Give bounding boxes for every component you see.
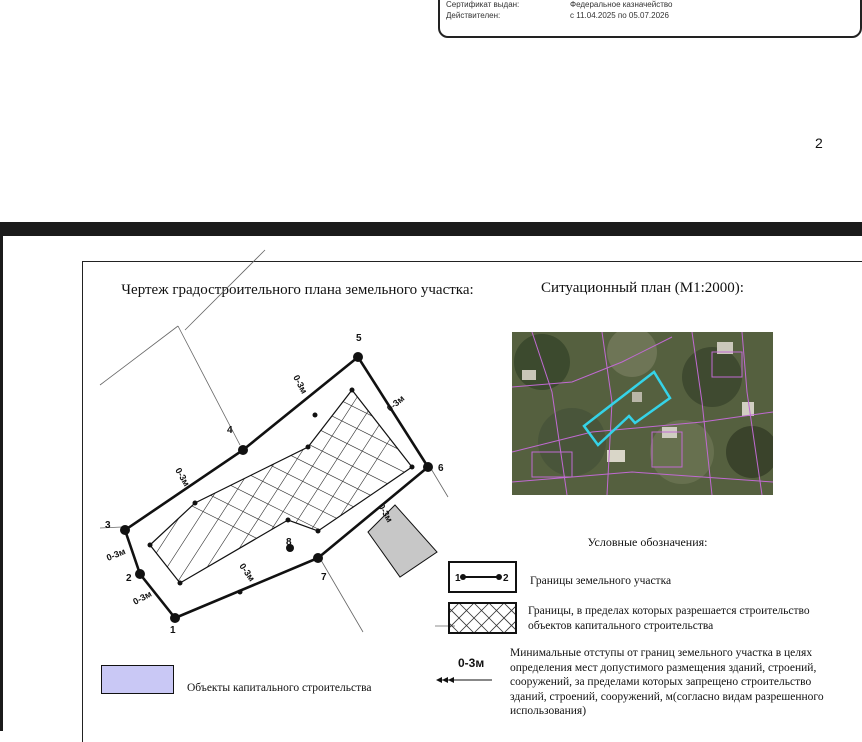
offset-label-5: 0-3м: [291, 373, 310, 396]
legend-boundary-end: 2: [503, 573, 509, 584]
legend-boundary-symbol: [449, 562, 519, 594]
certificate-valid-label: Действителен:: [446, 11, 501, 20]
legend-offset-sample: 0-3м: [458, 656, 485, 670]
legend-offset-symbol: [434, 674, 494, 686]
point-label-1: 1: [170, 625, 176, 636]
legend-boundary-label: Границы земельного участка: [530, 575, 672, 587]
drawing-title: Чертеж градостроительного плана земельного участка:: [121, 282, 474, 298]
offset-label-4: 0-3м: [237, 561, 257, 584]
legend-title: Условные обозначения:: [587, 535, 708, 549]
legend-capital-symbol: [101, 665, 174, 694]
legend-zone-symbol: [449, 603, 519, 635]
offset-label-1: 0-3м: [105, 546, 127, 563]
legend-offset-label: Минимальные отступы от границ земельного участка в целях определения мест допустимого размещения зданий, строений, сооружений, за пределами которых запрещено строительство зданий, строений, сооружений, м(согласно видам разрешенного использования): [510, 647, 824, 717]
certificate-valid-value: с 11.04.2025 по 05.07.2026: [570, 11, 669, 20]
legend-zone-label: Границы, в пределах которых разрешается строительство объектов капитального строительства: [528, 605, 810, 632]
legend-boundary-start: 1: [455, 573, 461, 584]
offset-label-3: 0-3м: [173, 466, 192, 489]
boundary-vertices: [120, 352, 433, 623]
legend-capital-label: Объекты капитального строительства: [187, 682, 372, 694]
point-label-6: 6: [438, 463, 444, 474]
offset-label-6: 0-3м: [384, 393, 407, 414]
certificate-issued-value: Федеральное казначейство: [570, 0, 673, 9]
page-number: 2: [815, 135, 823, 151]
point-label-2: 2: [126, 573, 132, 584]
capital-object: [368, 505, 437, 577]
point-label-3: 3: [105, 520, 111, 531]
certificate-issued-label: Сертификат выдан:: [446, 0, 520, 9]
offset-label-2: 0-3м: [131, 588, 154, 607]
situation-plan-map: [512, 332, 773, 495]
buildable-zone: [40, 240, 480, 640]
offset-label-7: 0-3м: [376, 502, 395, 525]
point-label-5: 5: [356, 333, 362, 344]
situation-plan-title: Ситуационный план (М1:2000):: [541, 280, 744, 296]
point-label-7: 7: [321, 572, 327, 583]
situation-plan-graphic: [512, 332, 773, 495]
point-label-8: 8: [286, 537, 292, 548]
point-label-4: 4: [227, 425, 233, 436]
